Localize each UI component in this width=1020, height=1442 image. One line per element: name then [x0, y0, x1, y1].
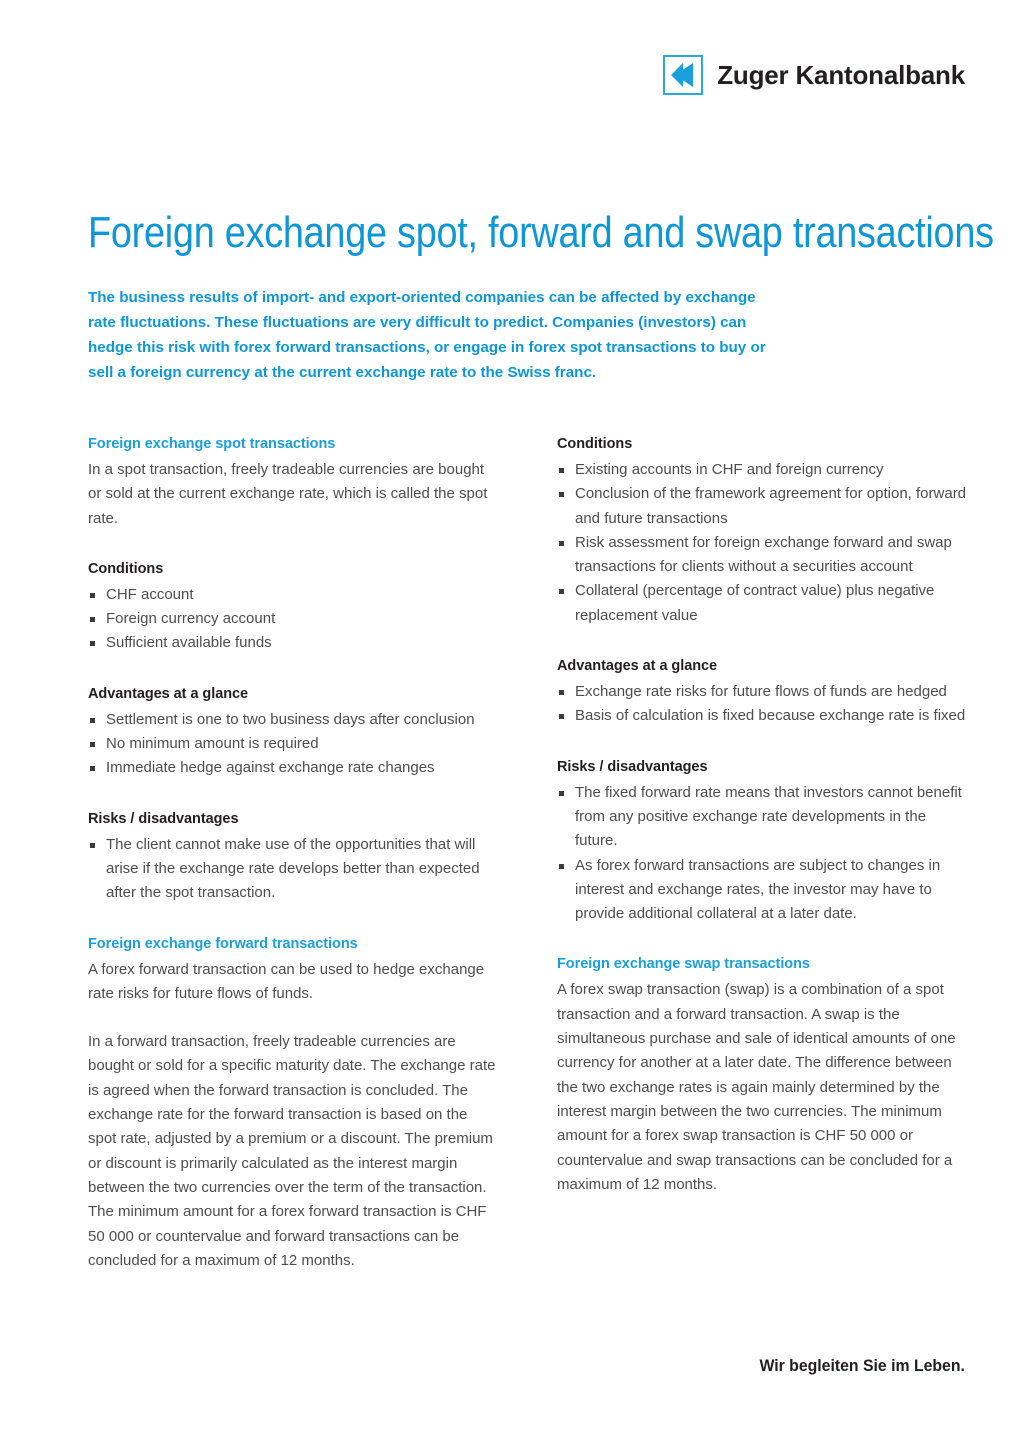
list-item: Foreign currency account: [88, 607, 499, 631]
brand-name: Zuger Kantonalbank: [717, 60, 965, 90]
section-forward-transactions: [88, 932, 499, 1274]
content-columns: [88, 432, 968, 1273]
section-heading-conditions-left: Conditions: [88, 560, 164, 577]
conditions-left-list: [88, 583, 499, 656]
section-heading-spot: Foreign exchange spot transactions: [88, 436, 336, 452]
swap-paragraph: A forex swap transaction (swap) is a combination of a spot transaction and a forward transaction. A swap is the simultaneous purchase and sale of identical amounts of one currency for another at a later date. The difference between the two exchange rates is again mainly determined by the interest margin between the two currencies. The minimum amount for a forex swap transaction is CHF 50 000 or countervalue and swap transactions can be concluded for a maximum of 12 months.: [557, 981, 956, 1193]
list-item: Basis of calculation is fixed because exchange rate is fixed: [557, 704, 968, 728]
risks-left-list: [88, 833, 499, 906]
section-heading-risks-left: Risks / disadvantages: [88, 810, 239, 827]
list-item: Conclusion of the framework agreement for option, forward and future transactions: [557, 482, 968, 531]
list-item: Sufficient available funds: [88, 631, 499, 655]
list-item: As forex forward transactions are subject to changes in interest and exchange rates, the investor may have to provide additional collateral at a later date.: [557, 854, 968, 927]
section-heading-advantages-right: Advantages at a glance: [557, 658, 718, 675]
section-risks-left: [88, 807, 499, 906]
list-item: The client cannot make use of the opportunities that will arise if the exchange rate develops better than expected after the spot transaction.: [88, 833, 499, 906]
section-heading-advantages-left: Advantages at a glance: [88, 685, 249, 702]
chevron-left-logo-icon: [663, 55, 703, 95]
section-conditions-left: [88, 557, 499, 656]
list-item: CHF account: [88, 583, 499, 607]
forward-paragraph-2: In a forward transaction, freely tradeable currencies are bought or sold for a specific maturity date. The exchange rate is agreed when the forward transaction is concluded. The exchange rate for the forward transaction is based on the spot rate, adjusted by a premium or a discount. The premium or discount is primarily calculated as the interest margin between the two currencies over the term of the transaction. The minimum amount for a forex forward transaction is CHF 50 000 or countervalue and forward transactions can be concluded for a maximum of 12 months.: [88, 1033, 496, 1269]
forward-paragraph-1: A forex forward transaction can be used to hedge exchange rate risks for future flows of funds.: [88, 960, 485, 1002]
left-column: [88, 432, 499, 1273]
right-column: [557, 432, 968, 1273]
section-advantages-left: [88, 682, 499, 781]
section-heading-swap: Foreign exchange swap transactions: [557, 956, 810, 973]
list-item: No minimum amount is required: [88, 732, 499, 756]
list-item: Existing accounts in CHF and foreign currency: [557, 458, 968, 482]
list-item: Exchange rate risks for future flows of funds are hedged: [557, 680, 968, 704]
section-swap-transactions: [557, 952, 968, 1197]
section-heading-forward: Foreign exchange forward transactions: [88, 935, 358, 952]
advantages-right-list: [557, 680, 968, 729]
section-heading-risks-right: Risks / disadvantages: [557, 758, 708, 775]
list-item: Risk assessment for foreign exchange forward and swap transactions for clients without a securities account: [557, 531, 968, 580]
list-item: Collateral (percentage of contract value) plus negative replacement value: [557, 579, 968, 628]
risks-right-list: [557, 781, 968, 927]
section-spot-transactions: [88, 432, 499, 531]
section-risks-right: [557, 755, 968, 927]
list-item: The fixed forward rate means that investors cannot benefit from any positive exchange rate developments in the future.: [557, 781, 968, 854]
section-conditions-right: [557, 432, 968, 628]
footer-claim: Wir begleiten Sie im Leben.: [759, 1356, 965, 1375]
conditions-right-list: [557, 458, 968, 628]
lead-text: The business results of import- and export-oriented companies can be affected by exchange rate fluctuations. These fluctuations are very difficult to predict. Companies (investors) can hedge this risk with forex forward transactions, or engage in forex spot transactions to buy or sell a foreign currency at the current exchange rate to the Swiss franc.: [88, 289, 766, 381]
list-item: Settlement is one to two business days after conclusion: [88, 708, 499, 732]
page-title: Foreign exchange spot, forward and swap transactions: [88, 208, 994, 258]
section-heading-conditions-right: Conditions: [557, 436, 633, 452]
spot-paragraph: In a spot transaction, freely tradeable currencies are bought or sold at the current exchange rate, which is called the spot rate.: [88, 461, 488, 527]
advantages-left-list: [88, 708, 499, 781]
brand-header: [663, 55, 965, 95]
lead-paragraph: [88, 285, 778, 385]
list-item: Immediate hedge against exchange rate changes: [88, 756, 499, 780]
section-advantages-right: [557, 654, 968, 729]
